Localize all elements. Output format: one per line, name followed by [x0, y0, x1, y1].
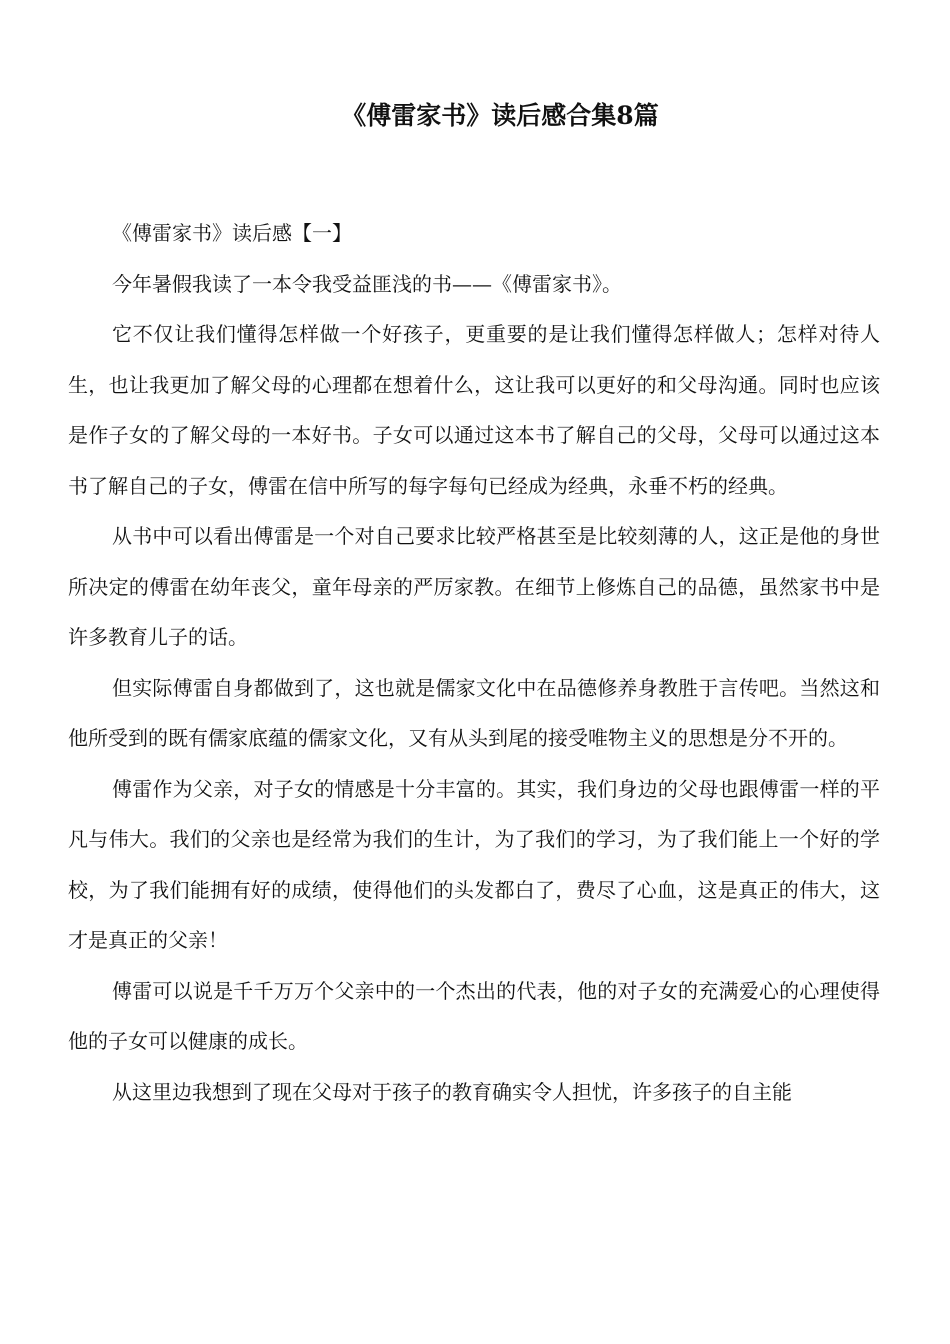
- paragraph: 从这里边我想到了现在父母对于孩子的教育确实令人担忧，许多孩子的自主能: [112, 1079, 792, 1104]
- paragraph: 从书中可以看出傅雷是一个对自己要求比较严格甚至是比较刻薄的人，这正是他的身世所决定的傅雷在幼年丧父，童年母亲的严厉家教。在细节上修炼自己的品德，虽然家书中是许多教育儿子的话。: [68, 524, 880, 649]
- paragraph: 但实际傅雷自身都做到了，这也就是儒家文化中在品德修养身教胜于言传吧。当然这和他所受到的既有儒家底蕴的儒家文化，又有从头到尾的接受唯物主义的思想是分不开的。: [68, 675, 880, 750]
- paragraph: 今年暑假我读了一本令我受益匪浅的书——《傅雷家书》。: [112, 271, 622, 296]
- paragraph: 傅雷可以说是千千万万个父亲中的一个杰出的代表，他的对子女的充满爱心的心理使得他的子女可以健康的成长。: [68, 978, 880, 1053]
- paragraph: 傅雷作为父亲，对子女的情感是十分丰富的。其实，我们身边的父母也跟傅雷一样的平凡与伟大。我们的父亲也是经常为我们的生计，为了我们的学习，为了我们能上一个好的学校，为了我们能拥有好的成绩，使得他们的头发都白了，费尽了心血，这是真正的伟大，这才是真正的父亲！: [68, 776, 880, 952]
- document-title: 《傅雷家书》读后感合集8篇: [341, 101, 659, 130]
- paragraph: 它不仅让我们懂得怎样做一个好孩子，更重要的是让我们懂得怎样做人；怎样对待人生，也让我更加了解父母的心理都在想着什么，这让我可以更好的和父母沟通。同时也应该是作子女的了解父母的一本好书。子女可以通过这本书了解自己的父母，父母可以通过这本书了解自己的子女，傅雷在信中所写的每字每句已经成为经典，永垂不朽的经典。: [68, 322, 880, 498]
- section-heading: 《傅雷家书》读后感【一】: [112, 221, 352, 245]
- document-body: [68, 208, 880, 1117]
